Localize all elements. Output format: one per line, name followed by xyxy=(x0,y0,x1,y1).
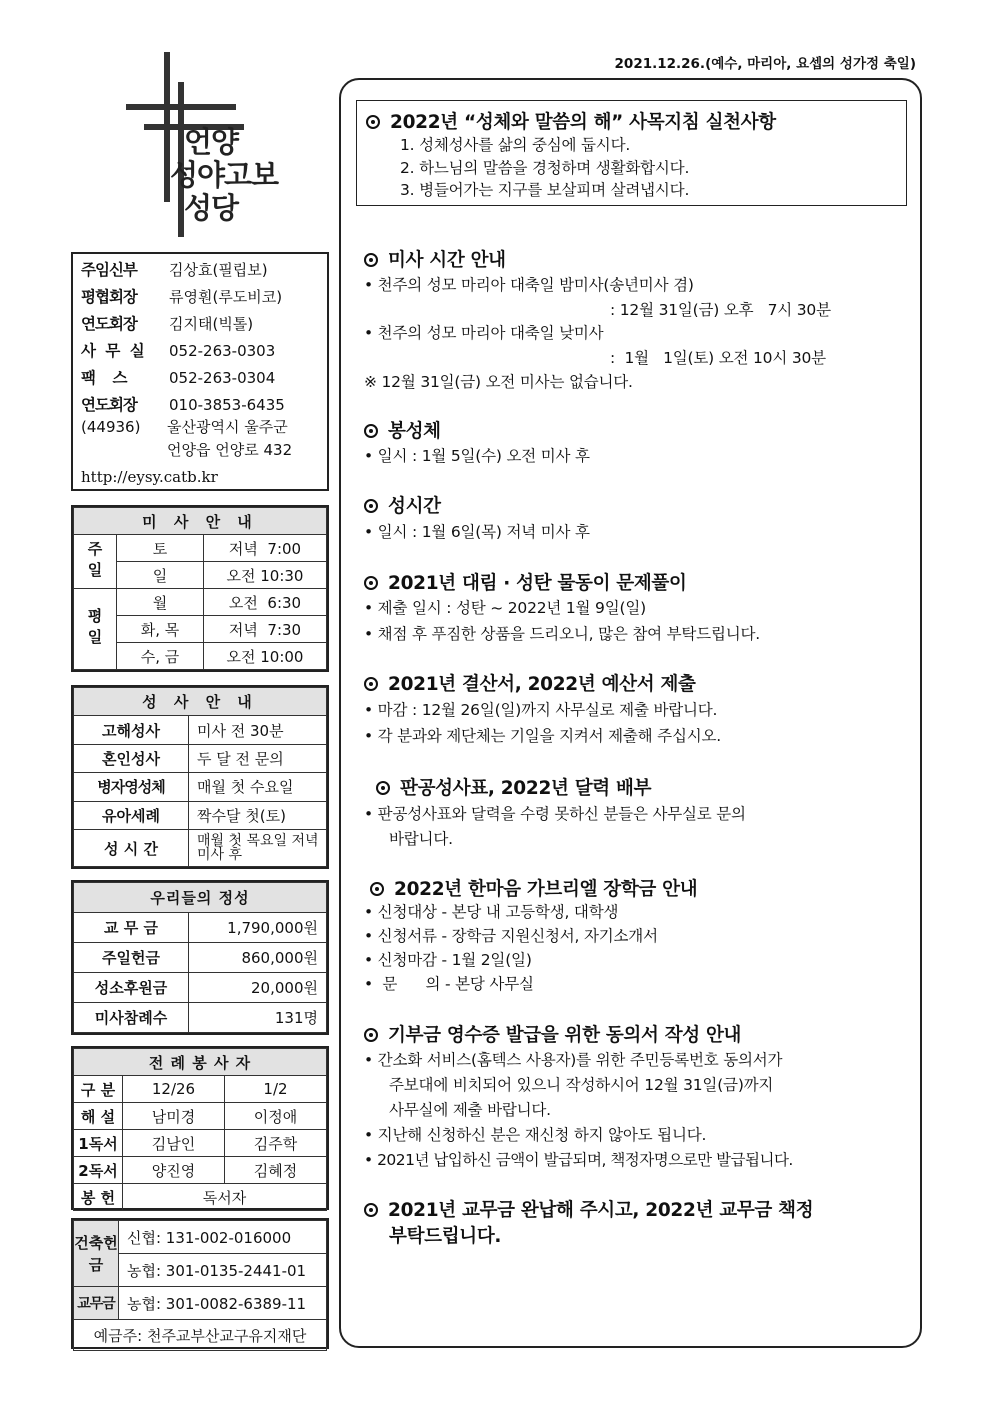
bullet-icon xyxy=(364,576,378,590)
bullet-icon xyxy=(364,253,378,267)
section-title-parish-dues: 2021년 교무금 완납해 주시고, 2022년 교무금 책정 xyxy=(364,1196,813,1222)
section-title-mass-time: 미사 시간 안내 xyxy=(364,246,506,272)
mass-schedule-table: 미 사 안 내 주일 토 저녁 7:00 일 오전 10:30 평일 월 오전 6:30 화, 목 저녁 7:30 수, 금 오전 10:00 xyxy=(71,505,329,672)
bullet-icon xyxy=(364,1028,378,1042)
bullet-icon xyxy=(364,499,378,513)
bullet-icon xyxy=(364,1203,378,1217)
section-title-donation-receipt: 기부금 영수증 발급을 위한 동의서 작성 안내 xyxy=(364,1021,741,1047)
sacrament-table: 성 사 안 내 고해성사 미사 전 30분 혼인성사 두 달 전 문의 병자영성체 매월 첫 수요일 유아세례 짝수달 첫(토) 성 시 간 매월 첫 목요일 저녁미사 후 xyxy=(71,685,329,869)
section-title-budget: 2021년 결산서, 2022년 예산서 제출 xyxy=(364,670,696,696)
bullet-icon xyxy=(370,882,384,896)
section-title-holy-hour: 성시간 xyxy=(364,492,441,518)
liturgy-servers-table: 전 례 봉 사 자 구 분 12/26 1/2 해 설 남미경 이정애 1독서 김남인 김주학 2독서 양진영 김혜정 봉 헌 독서자 xyxy=(71,1046,329,1210)
parish-url[interactable]: http://eysy.catb.kr xyxy=(81,468,218,486)
section-title-quiz: 2021년 대림 · 성탄 물동이 문제풀이 xyxy=(364,569,687,595)
section-title-guideline: 2022년 “성체와 말씀의 해” 사목지침 실천사항 xyxy=(366,108,776,134)
issue-date: 2021.12.26.(예수, 마리아, 요셉의 성가정 축일) xyxy=(614,56,916,72)
contact-info: 주임신부 김상효(필립보) 평협회장 류영훤(루도비코) 연도회장 김지태(빅톨) 사 무 실 052-263-0303 팩 스 052-263-0304 연도회장 010-3853-6435 (44936) 울산광역시 울주군 언양읍 언양로 432 http://eysy.catb.kr xyxy=(71,252,329,491)
offering-table: 우리들의 정성 교 무 금 1,790,000원 주일헌금 860,000원 성소후원금 20,000원 미사참례수 131명 xyxy=(71,880,329,1035)
bullet-icon xyxy=(376,781,390,795)
bullet-icon xyxy=(364,677,378,691)
bank-accounts-table: 건축헌금 신협: 131-002-016000 농협: 301-0135-2441-01 교무금 농협: 301-0082-6389-11 예금주: 천주교부산교구유지재단 xyxy=(71,1218,329,1349)
section-title-communion: 봉성체 xyxy=(364,417,441,443)
bullet-icon xyxy=(366,115,380,129)
section-title-calendar: 판공성사표, 2022년 달력 배부 xyxy=(376,774,651,800)
section-title-scholarship: 2022년 한마음 가브리엘 장학금 안내 xyxy=(370,875,697,901)
parish-name: 언양 성야고보 성당 xyxy=(170,125,279,225)
bullet-icon xyxy=(364,424,378,438)
